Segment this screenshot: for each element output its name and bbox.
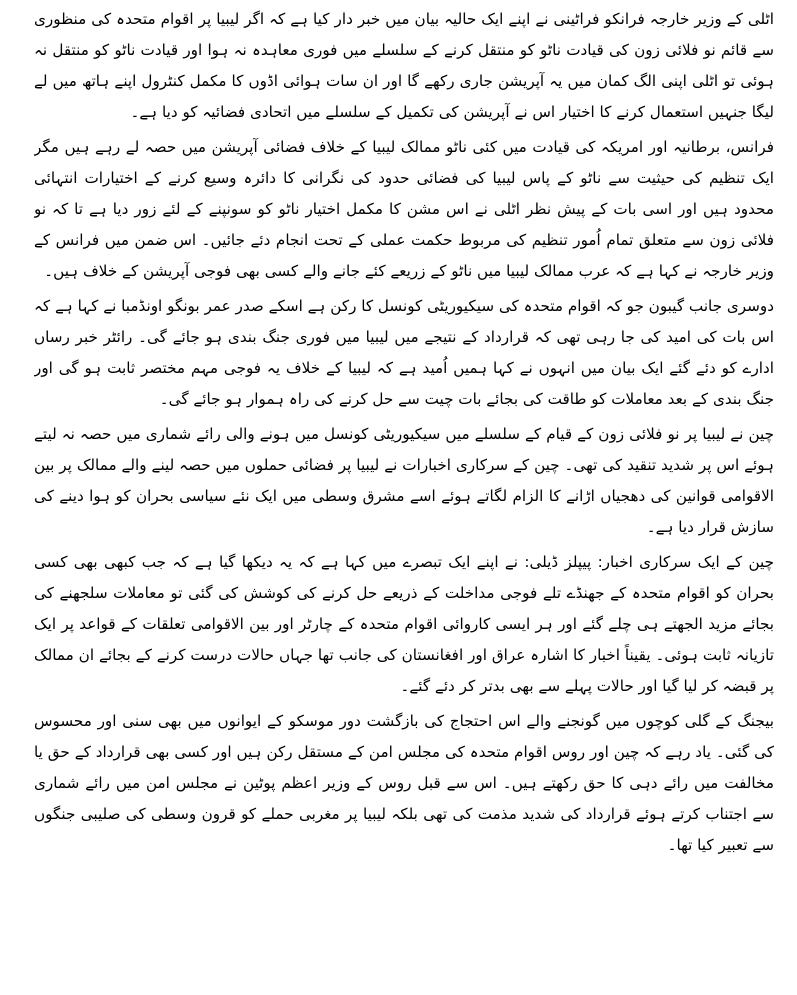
paragraph-nato-command: فرانس، برطانیہ اور امریکہ کی قیادت میں کئی ناٹو ممالک لیبیا کے خلاف فضائی آپریشن میں حصہ لے رہے ہیں مگر ایک تنظیم کی حیثیت سے ناٹو کے پاس لیبیا کی فضائی حدود کی نگرانی کا دائرہ وسیع کرنے کے اختیارات انتہائی محدود ہیں اور اسی بات کے پیش نظر اٹلی نے اس مشن کا مکمل اختیار ناٹو کو سونپنے کے لئے زور دیا ہے تا کہ نو فلائی زون سے متعلق تمام اُمور تنظیم کی مربوط حکمت عملی کے تحت انجام دئے جائیں۔ اس ضمن میں فرانس کے وزیر خارجہ نے کہا ہے کہ عرب ممالک لیبیا میں ناٹو کے زریعے کئے جانے والے کسی بھی فوجی آپریشن کے خلاف ہیں۔ (34, 138, 774, 280)
paragraph-gabon-statement: دوسری جانب گیبون جو کہ اقوام متحدہ کی سیکیوریٹی کونسل کا رکن ہے اسکے صدر عمر بونگو اونڈمبا نے کہا ہے کہ اس بات کی امید کی جا رہی تھی کہ قرارداد کے نتیجے میں لیبیا میں فوری جنگ بندی ہو جائے گی۔ رائٹر خبر رساں ادارے کو دئے گئے ایک بیان میں انہوں نے کہا ہمیں اُمید ہے کہ لیبیا کے خلاف یہ فوجی مہم مختصر ثابت ہو گی اور جنگ بندی کے بعد معاملات کو طاقت کی بجائے بات چیت سے حل کرنے کی راہ ہموار ہو جائے گی۔ (34, 297, 774, 408)
paragraph-china-criticism: چین نے لیبیا پر نو فلائی زون کے قیام کے سلسلے میں سیکیوریٹی کونسل میں ہونے والی رائے شماری میں حصہ نہ لیتے ہوئے اس پر شدید تنقید کی تھی۔ چین کے سرکاری اخبارات نے لیبیا پر فضائی حملوں میں حصہ لینے والے ممالک پر بین الاقوامی قوانین کی دھجیاں اڑانے کا الزام لگاتے ہوئے اسے مشرق وسطی میں ایک نئے سیاسی بحران کو ہوا دینے کی سازش قرار دیا ہے۔ (34, 425, 774, 536)
paragraph-italy-warning: اٹلی کے وزیر خارجہ فرانکو فراٹینی نے اپنے ایک حالیہ بیان میں خبر دار کیا ہے کہ اگر لیبیا پر اقوام متحدہ کی منظوری سے قائم نو فلائی زون کی قیادت ناٹو کو منتقل کرنے کے سلسلے میں فوری معاہدہ نہ ہوا اور قیادت ناٹو کو منتقل نہ ہوئی تو اٹلی اپنی الگ کمان میں یہ آپریشن جاری رکھے گا اور ان سات ہوائی اڈوں کا مکمل کنٹرول اپنے ہاتھ میں لے لیگا جنہیں استعمال کرنے کا اختیار اس نے آپریشن کی تکمیل کے سلسلے میں اتحادی فضائیہ کو دیا ہے۔ (34, 10, 774, 121)
paragraph-russia-position: بیجنگ کے گلی کوچوں میں گونجنے والے اس احتجاج کی بازگشت دور موسکو کے ایوانوں میں بھی سنی اور محسوس کی گئی۔ یاد رہے کہ چین اور روس اقوام متحدہ کی مجلس امن کے مستقل رکن ہیں اور کسی بھی قرارداد کے حق یا مخالفت میں رائے دہی کا حق رکھتے ہیں۔ اس سے قبل روس کے وزیر اعظم پوٹین نے مجلس امن میں رائے شماری سے اجتناب کرتے ہوئے قرارداد کی شدید مذمت کی تھی بلکہ لیبیا پر مغربی حملے کو قرون وسطی کی صلیبی جنگوں سے تعبیر کیا تھا۔ (34, 712, 774, 854)
article-body (34, 4, 774, 991)
paragraph-peoples-daily: چین کے ایک سرکاری اخبار: پیپلز ڈیلی: نے اپنے ایک تبصرے میں کہا ہے کہ یہ دیکھا گیا ہے کہ جب کبھی بھی کسی بحران کو اقوام متحدہ کے جھنڈے تلے فوجی مداخلت کے ذریعے حل کرنے کی کوشش کی گئی تو معاملات سلجھنے کی بجائے مزید الجھتے ہی چلے گئے اور ہر ایسی کاروائی اقوام متحدہ کے چارٹر اور بین الاقوامی تعلقات کے قواعد پر ایک تازیانہ ثابت ہوئی۔ یقیناً اخبار کا اشارہ عراق اور افغانستان کی جانب تھا جہاں حالات درست کرنے کے بجائے ان ممالک پر قبضہ کر لیا گیا اور حالات پہلے سے بھی بدتر کر دئے گئے۔ (34, 553, 774, 695)
